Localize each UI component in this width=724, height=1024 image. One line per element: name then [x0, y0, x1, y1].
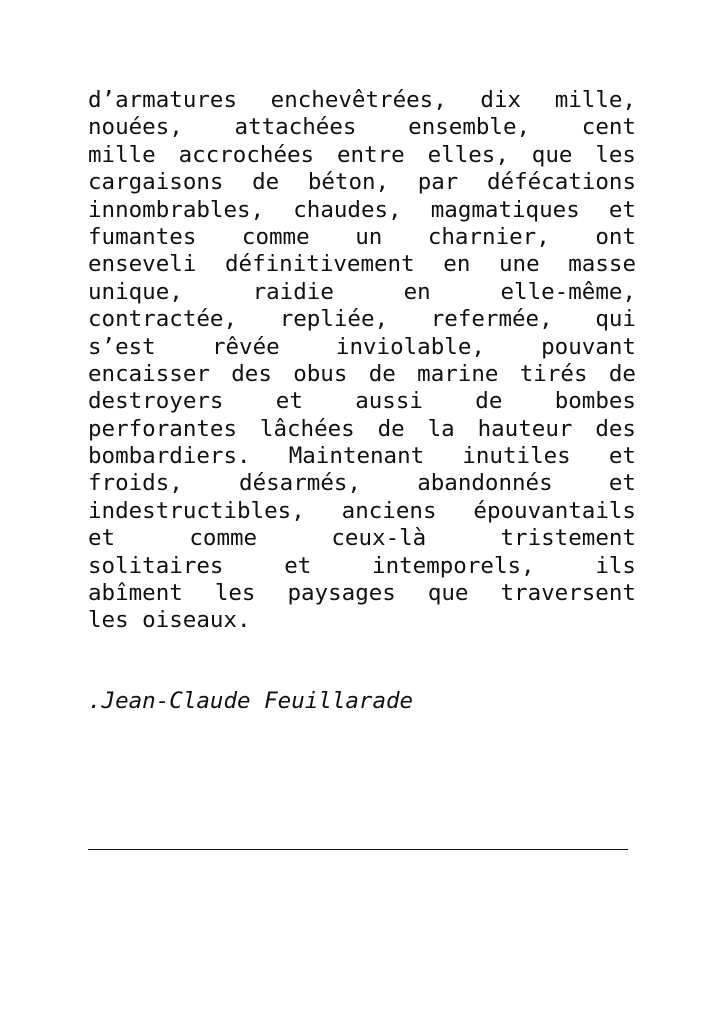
word: de [377, 415, 405, 442]
word: ceux-là [331, 525, 427, 552]
word: aussi [355, 388, 423, 415]
word: mille, [554, 87, 636, 113]
word: une [499, 251, 540, 278]
word: enseveli [88, 251, 197, 278]
word: elles, [427, 141, 509, 168]
word: anciens [341, 497, 437, 524]
word: inutiles [462, 443, 571, 470]
poem-text [88, 87, 636, 635]
word: destroyers [88, 388, 224, 415]
text-line [88, 224, 636, 251]
word: abandonnés [417, 470, 553, 497]
word: accrochées [178, 141, 315, 168]
word: la [427, 415, 455, 442]
text-line [88, 251, 636, 278]
word: tirés [519, 360, 588, 387]
text-line [88, 443, 636, 470]
word: unique, [88, 278, 183, 305]
text-line [88, 388, 636, 415]
word: marine [417, 360, 499, 387]
word: un [355, 223, 383, 250]
word: et [275, 388, 303, 415]
word: des [231, 360, 272, 387]
word: les [88, 607, 129, 634]
word: de [252, 169, 280, 196]
text-line [88, 169, 636, 196]
word: lâchées [259, 415, 355, 442]
word: contractée, [88, 306, 238, 333]
text-line [88, 416, 636, 443]
word: et [88, 525, 116, 552]
word: dix [480, 87, 522, 113]
text-line [88, 525, 636, 552]
text-line [88, 607, 636, 634]
word: charnier, [427, 223, 550, 250]
word: mille [88, 141, 156, 168]
word: cargaisons [88, 169, 224, 196]
word: abîment [88, 580, 183, 607]
word: paysages [287, 580, 396, 607]
word: pouvant [541, 333, 636, 360]
text-line [88, 279, 636, 306]
word: de [608, 360, 636, 387]
word: froids, [88, 470, 183, 497]
word: refermée, [430, 306, 553, 333]
text-line [88, 142, 636, 169]
text-line [88, 114, 636, 141]
text-line [88, 334, 636, 361]
word: qui [595, 306, 636, 333]
word: obus [293, 360, 348, 387]
word: fumantes [88, 223, 197, 250]
word: ils [595, 552, 636, 579]
word: que [427, 580, 469, 607]
word: des [595, 415, 636, 442]
footer-rule [88, 849, 628, 850]
word: repliée, [279, 306, 389, 333]
word: cent [581, 114, 636, 141]
word: innombrables, [88, 196, 265, 223]
word: attachées [234, 114, 357, 141]
word: indestructibles, [88, 497, 305, 524]
word: et [608, 470, 636, 497]
word: raidie [252, 278, 334, 305]
word: s’est [88, 333, 156, 360]
word: définitivement [225, 251, 415, 278]
word: Maintenant [288, 443, 425, 470]
word: intemporels, [372, 552, 535, 579]
text-line [88, 87, 636, 114]
word: encaisser [88, 360, 210, 387]
word: bombardiers. [88, 443, 251, 470]
word: comme [189, 525, 258, 552]
word: enchevêtrées, [270, 87, 447, 113]
word: elle-même, [500, 278, 636, 305]
word: oiseaux. [142, 607, 251, 634]
text-line [88, 553, 636, 580]
word: d’armatures [88, 87, 238, 113]
word: bombes [554, 388, 636, 415]
text-line [88, 470, 636, 497]
word: et [608, 196, 636, 223]
word: masse [568, 251, 636, 278]
word: traversent [500, 580, 636, 607]
word: épouvantails [473, 497, 636, 524]
word: en [443, 251, 471, 278]
word: de [368, 360, 396, 387]
word: nouées, [88, 114, 183, 141]
word: rêvée [211, 333, 280, 360]
word: perforantes [88, 415, 238, 442]
word: et [608, 443, 636, 470]
word: ensemble, [408, 114, 531, 141]
text-line [88, 306, 636, 333]
word: les [214, 580, 256, 607]
word: tristement [500, 525, 636, 552]
word: les [595, 141, 636, 168]
text-line [88, 361, 636, 388]
word: de [475, 388, 503, 415]
text-line [88, 197, 636, 224]
word: en [403, 278, 431, 305]
word: chaudes, [293, 196, 402, 223]
word: inviolable, [335, 333, 485, 360]
word: entre [336, 141, 405, 168]
text-line [88, 580, 636, 607]
text-line [88, 498, 636, 525]
word: et [284, 552, 312, 579]
word: solitaires [88, 552, 224, 579]
word: magmatiques [430, 196, 580, 223]
word: défécations [486, 169, 636, 196]
word: comme [241, 223, 310, 250]
word: par [417, 169, 459, 196]
word: ont [595, 223, 636, 250]
word: hauteur [477, 415, 573, 442]
word: désarmés, [239, 470, 361, 497]
word: béton, [307, 169, 390, 196]
word: que [531, 141, 573, 168]
author-signature: .Jean-Claude Feuillarade [88, 688, 414, 714]
